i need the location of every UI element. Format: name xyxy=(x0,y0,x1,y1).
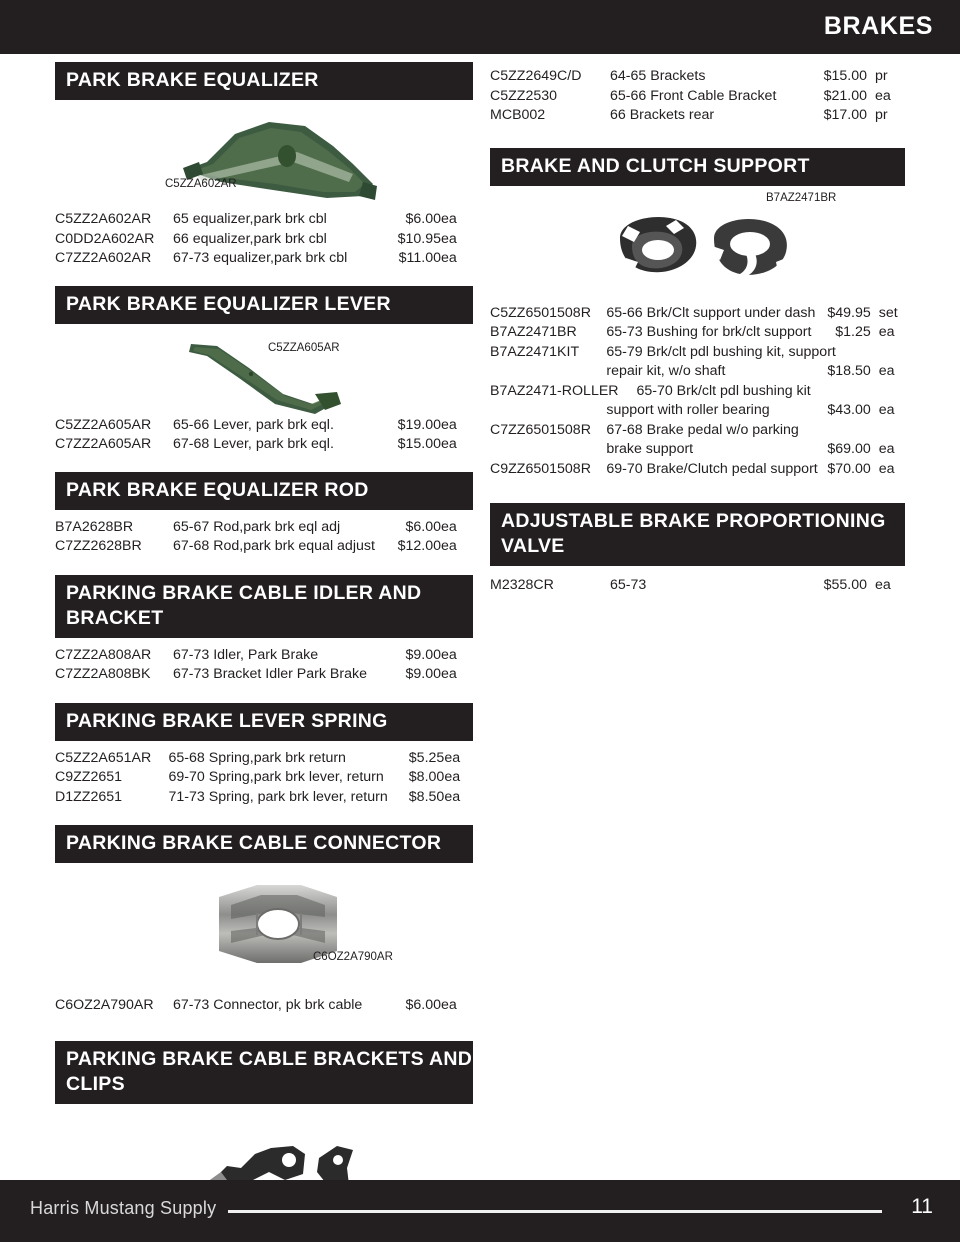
part-unit-blank xyxy=(871,382,905,402)
part-unit: ea xyxy=(878,324,895,340)
table-row xyxy=(55,768,473,788)
table-row xyxy=(55,416,473,436)
section-heading-park-brake-equalizer-rod: PARK BRAKE EQUALIZER ROD xyxy=(55,472,473,510)
section-heading-brake-and-clutch-support: BRAKE AND CLUTCH SUPPORT xyxy=(490,148,905,186)
figure-park-brake-equalizer xyxy=(55,108,473,210)
table-row xyxy=(55,210,473,230)
part-number: B7AZ2471-ROLLER xyxy=(490,382,619,399)
part-number: C5ZZ2A651AR xyxy=(55,749,152,766)
part-price: $43.00 xyxy=(827,402,871,418)
part-price: $55.00 xyxy=(823,577,867,593)
part-desc: 71-73 Spring, park brk lever, return xyxy=(168,788,388,805)
part-number: M2328CR xyxy=(490,577,554,593)
table-row-continuation xyxy=(490,362,905,382)
part-desc: 65 equalizer,park brk cbl xyxy=(173,211,327,227)
part-number: C7ZZ2A602AR xyxy=(55,250,152,266)
part-desc: 65-73 Bushing for brk/clt support xyxy=(606,324,812,340)
part-unit: ea xyxy=(441,997,457,1013)
part-number: C7ZZ6501508R xyxy=(490,421,591,438)
part-unit: ea xyxy=(875,87,891,104)
table-row xyxy=(490,323,905,343)
part-price: $49.95 xyxy=(827,304,871,321)
left-column xyxy=(55,62,473,1222)
parts-table-park-brake-equalizer xyxy=(55,210,473,269)
part-unit: ea xyxy=(441,666,457,682)
part-unit: ea xyxy=(878,460,895,477)
part-number: MCB002 xyxy=(490,107,546,123)
part-number: C5ZZ2A602AR xyxy=(55,211,152,227)
part-price: $18.50 xyxy=(827,363,871,379)
parts-table-cable-connector xyxy=(55,996,473,1016)
table-row-continuation xyxy=(490,440,905,460)
footer-page-number: 11 xyxy=(911,1195,933,1218)
part-price: $12.00 xyxy=(397,538,441,554)
figure-caption-equalizer: C5ZZA602AR xyxy=(165,178,237,190)
parts-table-lever-spring xyxy=(55,749,473,808)
part-price: $17.00 xyxy=(823,107,867,123)
part-number: C7ZZ2A605AR xyxy=(55,436,152,452)
table-row-continuation xyxy=(490,401,905,421)
part-price: $19.00 xyxy=(397,416,441,433)
part-number: C5ZZ6501508R xyxy=(490,304,591,321)
part-number: C9ZZ2651 xyxy=(55,769,123,785)
part-desc: 67-73 Connector, pk brk cable xyxy=(173,997,363,1013)
page-header xyxy=(0,0,960,54)
figure-park-brake-equalizer-lever xyxy=(55,332,473,416)
section-heading-parking-brake-lever-spring: PARKING BRAKE LEVER SPRING xyxy=(55,703,473,741)
part-unit: ea xyxy=(444,749,461,766)
table-row xyxy=(55,249,473,269)
part-unit: ea xyxy=(444,788,461,805)
part-desc: 65-73 xyxy=(610,577,647,593)
part-unit: set xyxy=(878,304,898,321)
page-title: BRAKES xyxy=(823,12,933,40)
part-unit: ea xyxy=(444,769,461,785)
part-price: $21.00 xyxy=(823,87,867,104)
parts-table-brake-clutch-support xyxy=(490,304,905,480)
part-desc: 65-66 Lever, park brk eql. xyxy=(173,416,334,433)
part-price: $11.00 xyxy=(398,250,441,266)
table-row xyxy=(490,67,905,87)
table-row xyxy=(490,460,905,480)
part-desc: 65-66 Brk/Clt support under dash xyxy=(606,304,816,321)
table-row xyxy=(490,382,905,402)
part-desc-continued: repair kit, w/o shaft xyxy=(606,363,726,379)
part-number: C5ZZ2530 xyxy=(490,87,558,104)
parts-table-cable-idler-bracket xyxy=(55,646,473,685)
part-number-blank xyxy=(490,401,606,421)
section-heading-park-brake-equalizer-lever: PARK BRAKE EQUALIZER LEVER xyxy=(55,286,473,324)
part-unit: ea xyxy=(878,441,895,457)
section-heading-parking-brake-cable-connector: PARKING BRAKE CABLE CONNECTOR xyxy=(55,825,473,863)
part-number: B7AZ2471KIT xyxy=(490,343,580,360)
part-desc: 67-73 Bracket Idler Park Brake xyxy=(173,666,367,682)
parts-table-park-brake-equalizer-rod xyxy=(55,518,473,557)
part-desc-continued: support with roller bearing xyxy=(606,402,770,418)
pedal-bushings-image xyxy=(490,191,905,304)
part-unit: ea xyxy=(441,436,457,452)
table-row xyxy=(490,343,905,363)
table-row xyxy=(490,304,905,324)
part-desc: 67-68 Lever, park brk eql. xyxy=(173,436,334,452)
part-number: C7ZZ2628BR xyxy=(55,538,142,554)
page-footer xyxy=(0,1180,960,1242)
part-price: $15.00 xyxy=(397,436,441,452)
table-row xyxy=(490,87,905,107)
part-desc: 67-68 Rod,park brk equal adjust xyxy=(173,538,375,554)
part-number: B7A2628BR xyxy=(55,518,134,535)
part-price: $6.00 xyxy=(405,518,441,535)
part-number: C5ZZ2A605AR xyxy=(55,416,152,433)
table-row xyxy=(55,788,473,808)
part-price: $5.25 xyxy=(408,749,445,766)
equalizer-lever-image xyxy=(55,332,473,416)
part-desc: 69-70 Spring,park brk lever, return xyxy=(168,769,384,785)
part-price-blank xyxy=(818,382,871,402)
part-number: B7AZ2471BR xyxy=(490,324,577,340)
part-price: $9.00 xyxy=(405,646,441,663)
part-desc: 65-67 Rod,park brk eql adj xyxy=(173,518,341,535)
part-price: $15.00 xyxy=(823,68,867,84)
figure-caption-bushing: B7AZ2471BR xyxy=(766,191,837,204)
part-desc: 67-73 equalizer,park brk cbl xyxy=(173,250,348,266)
figure-caption-lever: C5ZZA605AR xyxy=(268,341,340,354)
part-number: C6OZ2A790AR xyxy=(55,997,154,1013)
part-desc: 66 equalizer,park brk cbl xyxy=(173,230,327,247)
part-unit: ea xyxy=(878,402,895,418)
section-heading-parking-brake-cable-idler-and-bracket: PARKING BRAKE CABLE IDLER AND BRACKET xyxy=(55,575,473,638)
part-unit: ea xyxy=(441,230,457,247)
part-price: $9.00 xyxy=(405,666,441,682)
part-number: C5ZZ2649C/D xyxy=(490,68,582,84)
part-desc-continued: brake support xyxy=(606,441,694,457)
footer-brand: Harris Mustang Supply xyxy=(30,1198,217,1218)
part-number: C0DD2A602AR xyxy=(55,230,155,247)
part-price: $69.00 xyxy=(827,441,871,457)
right-column xyxy=(490,62,905,596)
part-unit: pr xyxy=(875,107,888,123)
part-number: C7ZZ2A808BK xyxy=(55,666,151,682)
part-price: $6.00 xyxy=(405,211,441,227)
part-desc: 64-65 Brackets xyxy=(610,68,706,84)
part-number-blank xyxy=(490,440,606,460)
table-row xyxy=(490,421,905,441)
table-row xyxy=(55,646,473,666)
section-heading-parking-brake-cable-brackets-and-clips: PARKING BRAKE CABLE BRACKETS AND CLIPS xyxy=(55,1041,473,1104)
part-unit: ea xyxy=(441,416,457,433)
figure-brake-clutch-support xyxy=(490,191,905,304)
table-row xyxy=(55,435,473,455)
equalizer-bracket-image xyxy=(55,108,473,210)
part-price: $10.95 xyxy=(397,230,441,247)
figure-caption-connector: C6OZ2A790AR xyxy=(313,951,393,963)
cable-connector-image xyxy=(55,871,473,996)
parts-table-park-brake-equalizer-lever xyxy=(55,416,473,455)
table-row xyxy=(55,749,473,769)
part-number: C9ZZ6501508R xyxy=(490,460,591,477)
part-price: $8.50 xyxy=(408,788,445,805)
part-unit: ea xyxy=(441,518,457,535)
part-unit: ea xyxy=(441,538,457,554)
figure-cable-connector xyxy=(55,871,473,996)
part-desc: 65-68 Spring,park brk return xyxy=(168,749,346,766)
part-unit: ea xyxy=(441,250,457,266)
part-number-blank xyxy=(490,362,606,382)
part-unit: ea xyxy=(878,363,895,379)
footer-divider xyxy=(228,1210,882,1213)
table-row xyxy=(55,230,473,250)
table-row xyxy=(55,537,473,557)
part-unit: ea xyxy=(441,211,457,227)
table-row xyxy=(490,106,905,126)
part-unit: ea xyxy=(441,646,457,663)
parts-table-cable-brackets-continued xyxy=(490,67,905,126)
part-number-wide xyxy=(490,382,818,402)
table-row xyxy=(55,518,473,538)
part-desc: 66 Brackets rear xyxy=(610,107,715,123)
part-desc: 65-70 Brk/clt pdl bushing kit xyxy=(636,382,811,399)
table-row xyxy=(55,996,473,1016)
part-price: $1.25 xyxy=(835,324,871,340)
part-number: C7ZZ2A808AR xyxy=(55,646,152,663)
part-price: $6.00 xyxy=(405,997,441,1013)
section-heading-adjustable-brake-proportioning-valve: ADJUSTABLE BRAKE PROPORTIONING VALVE xyxy=(490,503,905,566)
part-unit: ea xyxy=(875,577,891,593)
part-number: D1ZZ2651 xyxy=(55,788,123,805)
part-desc: 65-66 Front Cable Bracket xyxy=(610,87,777,104)
part-desc: 67-73 Idler, Park Brake xyxy=(173,646,319,663)
part-price: $8.00 xyxy=(408,769,445,785)
part-unit: pr xyxy=(875,68,888,84)
part-price: $70.00 xyxy=(827,460,871,477)
section-heading-park-brake-equalizer: PARK BRAKE EQUALIZER xyxy=(55,62,473,100)
table-row xyxy=(55,665,473,685)
part-desc: 69-70 Brake/Clutch pedal support xyxy=(606,460,818,477)
table-row xyxy=(490,576,905,596)
part-desc: 67-68 Brake pedal w/o parking xyxy=(606,421,799,438)
part-desc: 65-79 Brk/clt pdl bushing kit, support xyxy=(606,343,836,360)
parts-table-proportioning-valve xyxy=(490,576,905,596)
